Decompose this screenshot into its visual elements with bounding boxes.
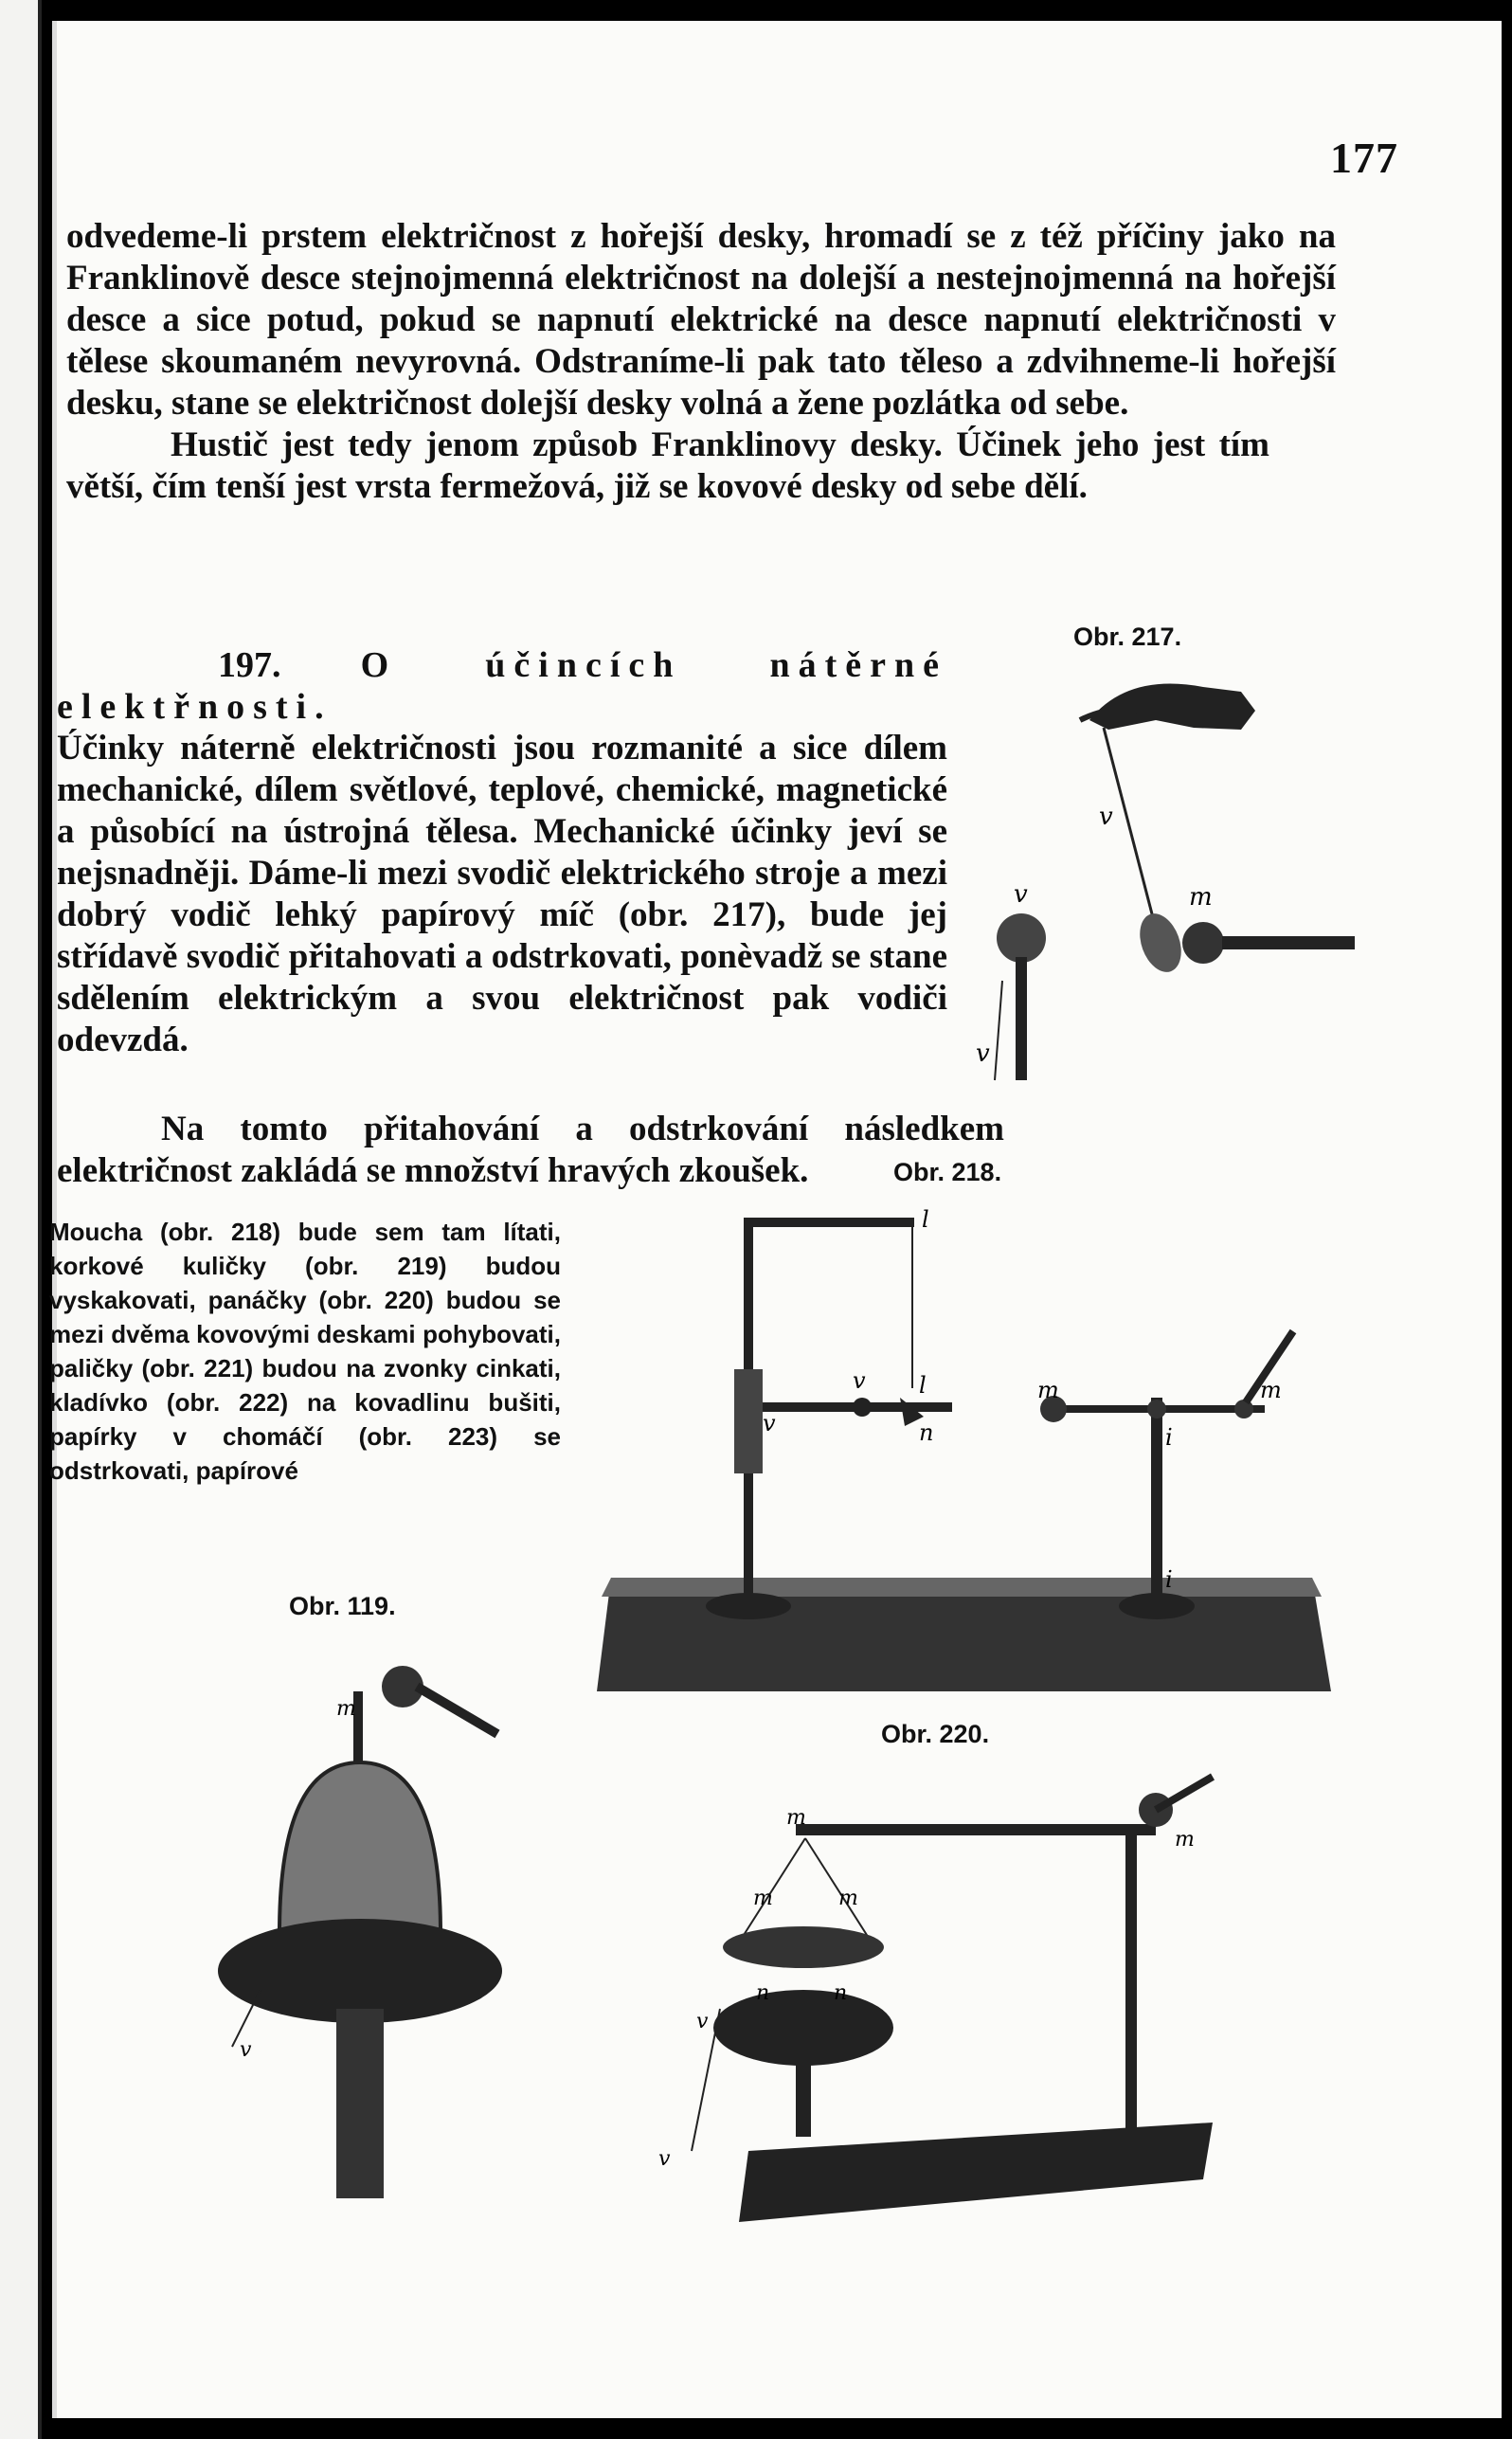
fig217-caption: Obr. 217. [1073, 623, 1182, 651]
paper-ball [1132, 908, 1188, 978]
fig218-label-i2: i [1165, 1566, 1173, 1593]
base-board [597, 1578, 1331, 1691]
base-column [336, 2009, 384, 2198]
fig220-label-m2: m [1175, 1828, 1195, 1852]
conductor-rod-right [1222, 936, 1355, 949]
paragraph-3-text: Na tomto přitahování a odstrkování následkem električnost zakládá se množství hravých zkoušek. [57, 1110, 1004, 1190]
fig218-label-l2: l [919, 1372, 927, 1399]
fig220-label-n2: n [834, 1981, 848, 2005]
hand-drawing [1080, 684, 1255, 730]
previous-page-edge [0, 0, 42, 2439]
right-post [1125, 1824, 1137, 2146]
fig220-caption: Obr. 220. [881, 1720, 990, 1748]
electrode-arm [417, 1687, 497, 1734]
page-number: 177 [1330, 134, 1398, 182]
fig218-label-i: i [1165, 1424, 1173, 1451]
fig219-caption: Obr. 119. [289, 1592, 396, 1620]
fig218-label-l: l [922, 1206, 929, 1233]
base-plate [218, 1919, 502, 2023]
fig220-label-m4: m [838, 1887, 858, 1910]
section-body: Účinky náterně električnosti jsou rozmanité a sice dílem mechanické, dílem světlové, teplové, chemické, magnetické a působící na ústrojná tělesa. Mechanické účinky jeví se nejsnadněji. Dáme-li mezi svodič elektrického stroje a mezi dobrý vodič lehký papírový míč (obr. 217), bude jej střídavě svodič přitahovati a odstrkovati, ponèvadž se stane sdělením elektrickým a svou električnost pak vodiči odevzdá. [57, 729, 947, 1059]
fig217-label-v: v [1099, 803, 1113, 831]
paragraph-3 [57, 1109, 1336, 1192]
ground-wire [995, 981, 1002, 1080]
fig217-label-v3: v [976, 1039, 990, 1068]
fig220-label-v: v [696, 2010, 709, 2033]
fig218-label-m: m [1037, 1377, 1059, 1403]
small-paragraph: Moucha (obr. 218) bude sem tam lítati, korkové kuličky (obr. 219) budou vyskakovati, panáčky (obr. 220) budou se mezi dvěma kovovými deskami pohybovati, paličky (obr. 221) budou na zvonky cinkati, kladívko (obr. 222) na kovadlinu bušiti, papírky v chomáčí (obr. 223) se odstrkovati, papírové [49, 1218, 561, 1485]
fig220-label-m: m [786, 1806, 806, 1830]
fig219-illustration [204, 1649, 526, 2217]
fig218-label-m2: m [1260, 1377, 1282, 1403]
paragraph-1-text: odvedeme-li prstem električnost z hořejší desky, hromadí se z též příčiny jako na Franklinově desce stejnojmenná električnost na dolejší a nestejnojmenná na hořejší desce a sice potud, pokud se napnutí elektrické na desce napnutí električnosti v tělese skoumaném nevyrovná. Odstraníme-li pak tato těleso a zdvihneme-li hořejší desku, stane se električnost dolejší desky volná a žene pozlátka od sebe. [66, 217, 1336, 423]
conductor-ball-right [1182, 922, 1224, 964]
crossbar [796, 1824, 1156, 1835]
fig217-illustration [966, 654, 1364, 1099]
section-title: O účincích nátěrné elektřnosti. [57, 645, 948, 727]
section-number: 197. [218, 645, 281, 685]
fig217-label-m: m [1189, 883, 1213, 912]
fig218-caption: Obr. 218. [893, 1158, 1002, 1186]
fig220-illustration [644, 1772, 1251, 2246]
fig218-label-v2: v [763, 1410, 776, 1436]
fig220-label-n: n [756, 1981, 770, 2005]
lower-plate [713, 1990, 893, 2066]
fig220-label-v2: v [658, 2147, 671, 2171]
upper-plate [723, 1926, 884, 1968]
conductor-ball-left [997, 913, 1046, 963]
section-197 [57, 644, 947, 1061]
paragraph-1 [66, 216, 1336, 508]
fig218-illustration [592, 1199, 1331, 1729]
fig218-label-v: v [853, 1367, 866, 1394]
fig220-label-m3: m [753, 1887, 773, 1910]
base-board [739, 2123, 1213, 2222]
paragraph-2-text: Hustič jest tedy jenom způsob Franklinovy desky. Účinek jeho jest tím větší, čím tenší jest vrsta fermežová, již se kovové desky od sebe dělí. [66, 425, 1269, 506]
left-stand [706, 1218, 952, 1619]
plate-stand [796, 2061, 811, 2137]
fig218-label-n: n [919, 1419, 934, 1446]
fig217-label-v2: v [1014, 880, 1028, 909]
fig219-label-m: m [336, 1697, 356, 1721]
section-heading [57, 644, 947, 728]
conductor-stand-left [1016, 957, 1027, 1080]
glass-bell [279, 1762, 441, 1933]
fig219-label-v: v [240, 2038, 252, 2062]
top-arm [1156, 1777, 1213, 1810]
